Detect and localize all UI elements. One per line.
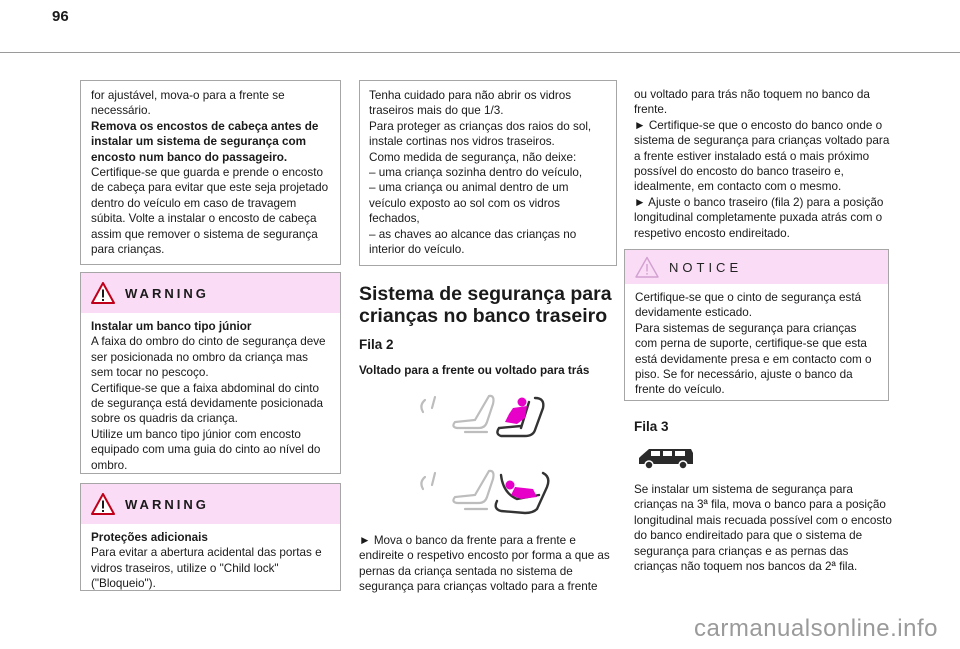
notice-triangle-icon	[635, 256, 659, 278]
row-3-heading: Fila 3	[634, 419, 669, 434]
page-number: 96	[52, 8, 69, 25]
warning-box-junior	[80, 272, 341, 474]
caution-line-4: – uma criança sozinha dentro do veículo,	[369, 166, 583, 180]
warning-title: Instalar um banco tipo júnior	[91, 320, 252, 333]
warning-triangle-icon	[91, 282, 115, 304]
warning-triangle-icon	[91, 493, 115, 515]
notice-paragraph-2: Para sistemas de segurança para crianças com perna de suporte, certifique-se que esta está devidamente presa e em contacto com o piso. Se for necessário, ajuste o banco da frente do veículo.	[635, 321, 872, 397]
intro-line-2: necessário.	[91, 104, 151, 118]
row-2-subheading: Voltado para a frente ou voltado para trás	[359, 364, 590, 377]
bullet-1: ► Certifique-se que o encosto do banco onde o sistema de segurança para crianças voltado para a frente estiver instalado está o mais próximo possível do encosto do banco traseiro e, idealmente, em contacto com o mesmo.	[634, 118, 890, 194]
intro-line-1: for ajustável, mova-o para a frente se	[91, 89, 285, 102]
notice-label: NOTICE	[669, 259, 743, 275]
notice-header	[625, 250, 888, 284]
row-2-instruction: ► Mova o banco da frente para a frente e endireite o respetivo encosto por forma a que as pernas da criança sentada no sistema de segurança para crianças voltado para a frente	[359, 534, 610, 594]
warning-header	[81, 273, 340, 313]
watermark: carmanualsonline.info	[694, 615, 938, 642]
caution-box	[359, 80, 617, 266]
section-title: Sistema de segurança para crianças no banco traseiro	[359, 283, 612, 327]
caution-line-3: Como medida de segurança, não deixe:	[369, 150, 577, 164]
vehicle-icon	[637, 447, 695, 471]
warning-label: WARNING	[125, 285, 209, 301]
row-3-text: Se instalar um sistema de segurança para crianças na 3ª fila, mova o banco para a posição longitudinal mais recuada possível com o encosto do banco endireitado para que o sistema de segurança para crianças e as pernas das crianças não toquem nos bancos da 2ª fila.	[634, 483, 892, 574]
caution-line-2: Para proteger as crianças dos raios do sol, instale cortinas nos vidros traseiros.	[369, 119, 592, 149]
warning-title: Proteções adicionais	[91, 531, 208, 544]
notice-box	[624, 249, 889, 401]
notice-paragraph-1: Certifique-se que o cinto de segurança está devidamente esticado.	[635, 291, 862, 320]
warning-paragraph-1: Para evitar a abertura acidental das portas e vidros traseiros, utilize o "Child lock" ("Bloqueio").	[91, 546, 322, 591]
intro-bold: Remova os encostos de cabeça antes de instalar um sistema de segurança com encosto num banco do passageiro.	[91, 119, 319, 164]
caution-line-1: Tenha cuidado para não abrir os vidros traseiros mais do que 1/3.	[369, 89, 572, 118]
forward-facing-seat-illustration	[405, 392, 555, 442]
continuation-text: ou voltado para trás não toquem no banco da frente.	[634, 88, 870, 117]
intro-text: Certifique-se que guarda e prende o encosto de cabeça para evitar que este seja projetado dentro do veículo em caso de travagem súbita. Volte a instalar o encosto de cabeça assim que remover o sistema de segurança para crianças.	[91, 166, 329, 257]
row-2-heading: Fila 2	[359, 337, 394, 352]
warning-paragraph-3: Utilize um banco tipo júnior com encosto equipado com uma guia do cinto ao nível do ombro.	[91, 427, 321, 472]
header-divider	[0, 52, 960, 53]
intro-box	[80, 80, 341, 265]
warning-header	[81, 484, 340, 524]
caution-line-6: – as chaves ao alcance das crianças no interior do veículo.	[369, 227, 577, 257]
warning-paragraph-1: A faixa do ombro do cinto de segurança deve ser posicionada no ombro da criança mas sem tocar no pescoço.	[91, 335, 326, 380]
warning-box-protections	[80, 483, 341, 591]
warning-paragraph-2: Certifique-se que a faixa abdominal do cinto de segurança está devidamente posicionada sobre os quadris da criança.	[91, 381, 323, 426]
caution-line-5: – uma criança ou animal dentro de um veículo exposto ao sol com os vidros fechados,	[369, 181, 569, 226]
column-3-text	[634, 87, 892, 241]
rear-facing-seat-illustration	[405, 465, 555, 519]
bullet-2: ► Ajuste o banco traseiro (fila 2) para a posição longitudinal completamente puxada atrás com o respetivo encosto endireitado.	[634, 195, 884, 240]
warning-label: WARNING	[125, 496, 209, 512]
